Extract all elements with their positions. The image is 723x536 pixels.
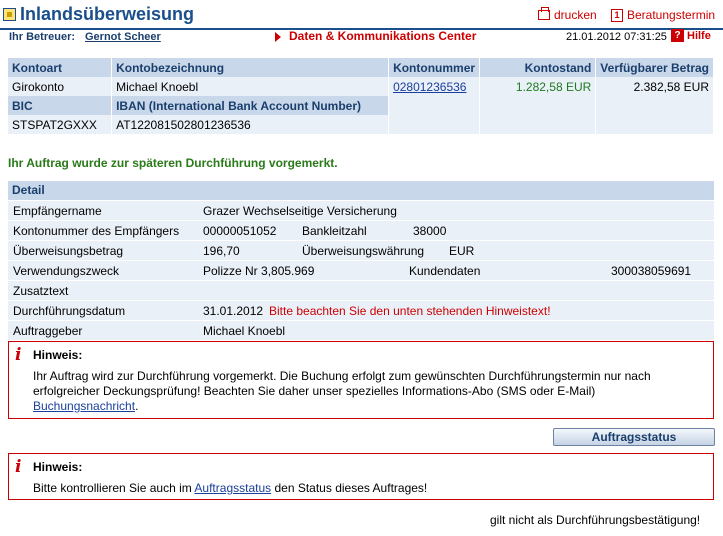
order-status-button[interactable]: Auftragsstatus (553, 428, 715, 446)
order-status-link[interactable]: Auftragsstatus (194, 481, 272, 495)
amount-value: 196,70 (203, 244, 240, 258)
transfer-icon (3, 8, 16, 21)
detail-row (8, 240, 714, 260)
hint-box (8, 341, 714, 419)
customer-data-label: Kundendaten (409, 264, 481, 278)
available-amount: 2.382,58 EUR (596, 77, 714, 96)
calendar-icon: 1 (611, 9, 623, 22)
advisor-link[interactable]: Gernot Scheer (85, 31, 161, 43)
data-center-link[interactable] (275, 29, 476, 43)
print-link[interactable] (538, 8, 597, 22)
table-row (8, 115, 714, 134)
hint-text: Ihr Auftrag wird zur Durchführung vorgemerkt. Die Buchung erfolgt zum gewünschten Durchführungstermin nur nach erfolgreicher Deckungsprüfung! Beachten Sie daher unser spezielles Informations-Abo (SMS oder E-Mail) (33, 369, 651, 398)
datetime: 21.01.2012 07:31:25 (566, 31, 667, 43)
info-icon: i (15, 457, 22, 477)
detail-row (8, 280, 714, 300)
info-icon: i (15, 345, 22, 365)
hint-title: Hinweis: (33, 460, 83, 474)
table-header-row (8, 58, 714, 77)
currency-value: EUR (449, 244, 475, 258)
empty-cell (596, 115, 714, 134)
orderer-label: Auftraggeber (13, 324, 83, 338)
recipient-value: Grazer Wechselseitige Versicherung (203, 204, 397, 218)
account-name: Michael Knoebl (112, 77, 389, 96)
appointment-label: Beratungstermin (627, 8, 716, 22)
data-center-label: Daten & Kommunikations Center (289, 29, 477, 43)
title-bar (0, 0, 723, 30)
detail-section (8, 181, 714, 340)
date-value: 31.01.2012 (203, 304, 264, 318)
booking-notice-link[interactable]: Buchungsnachricht (33, 399, 136, 413)
bank-code-label: Bankleitzahl (302, 224, 367, 238)
detail-row (8, 300, 714, 320)
advisor-label: Ihr Betreuer: (9, 31, 76, 43)
account-type: Girokonto (8, 77, 112, 96)
col-header: IBAN (International Bank Account Number) (112, 96, 389, 115)
success-notice: Ihr Auftrag wurde zur späteren Durchführung vorgemerkt. (8, 156, 338, 170)
col-header: BIC (8, 96, 112, 115)
help-link[interactable] (671, 29, 711, 42)
footer-note: gilt nicht als Durchführungsbestätigung! (490, 513, 701, 527)
date-warning: Bitte beachten Sie den unten stehenden Hinweistext! (269, 304, 551, 318)
col-header: Kontobezeichnung (112, 58, 389, 77)
customer-data-value: 300038059691 (611, 264, 692, 278)
help-icon: ? (671, 29, 684, 42)
detail-title: Detail (8, 181, 714, 200)
hint-box (8, 453, 714, 500)
print-label: drucken (554, 8, 597, 22)
detail-row (8, 220, 714, 240)
col-header: Kontostand (480, 58, 596, 77)
appointment-link[interactable] (611, 8, 715, 22)
table-row (8, 77, 714, 96)
col-header: Kontoart (8, 58, 112, 77)
col-header: Verfügbarer Betrag (596, 58, 714, 77)
account-number-link[interactable]: 02801236536 (393, 79, 467, 94)
detail-row (8, 260, 714, 280)
printer-icon (538, 10, 550, 20)
hint-body (33, 369, 705, 414)
empty-cell (480, 96, 596, 115)
orderer-value: Michael Knoebl (203, 324, 286, 338)
currency-label: Überweisungswährung (302, 244, 425, 258)
hint-text: Bitte kontrollieren Sie auch im (33, 481, 192, 495)
account-no-label: Kontonummer des Empfängers (13, 224, 180, 238)
iban-value: AT122081502801236536 (112, 115, 389, 134)
recipient-label: Empfängername (13, 204, 102, 218)
date-label: Durchführungsdatum (13, 304, 126, 318)
bic-value: STSPAT2GXXX (8, 115, 112, 134)
hint-text: den Status dieses Auftrages! (274, 481, 428, 495)
page-title: Inlandsüberweisung (20, 4, 195, 24)
account-number-cell (389, 77, 480, 96)
detail-row (8, 200, 714, 220)
account-table (8, 58, 714, 134)
col-header: Kontonummer (389, 58, 480, 77)
account-no-value: 00000051052 (203, 224, 277, 238)
amount-label: Überweisungsbetrag (13, 244, 124, 258)
detail-row (8, 320, 714, 340)
empty-cell (596, 96, 714, 115)
purpose-value: Polizze Nr 3,805.969 (203, 264, 315, 278)
hint-body (33, 481, 705, 496)
help-label: Hilfe (687, 29, 711, 42)
sub-header (0, 29, 723, 47)
hint-title: Hinweis: (33, 348, 83, 362)
empty-cell (389, 115, 480, 134)
extra-text-label: Zusatztext (13, 284, 69, 298)
account-balance: 1.282,58 EUR (480, 77, 596, 96)
empty-cell (389, 96, 480, 115)
hint-period: . (135, 399, 139, 413)
empty-cell (480, 115, 596, 134)
bank-code-value: 38000 (413, 224, 447, 238)
purpose-label: Verwendungszweck (13, 264, 120, 278)
arrow-right-icon (275, 32, 281, 42)
table-header-row (8, 96, 714, 115)
